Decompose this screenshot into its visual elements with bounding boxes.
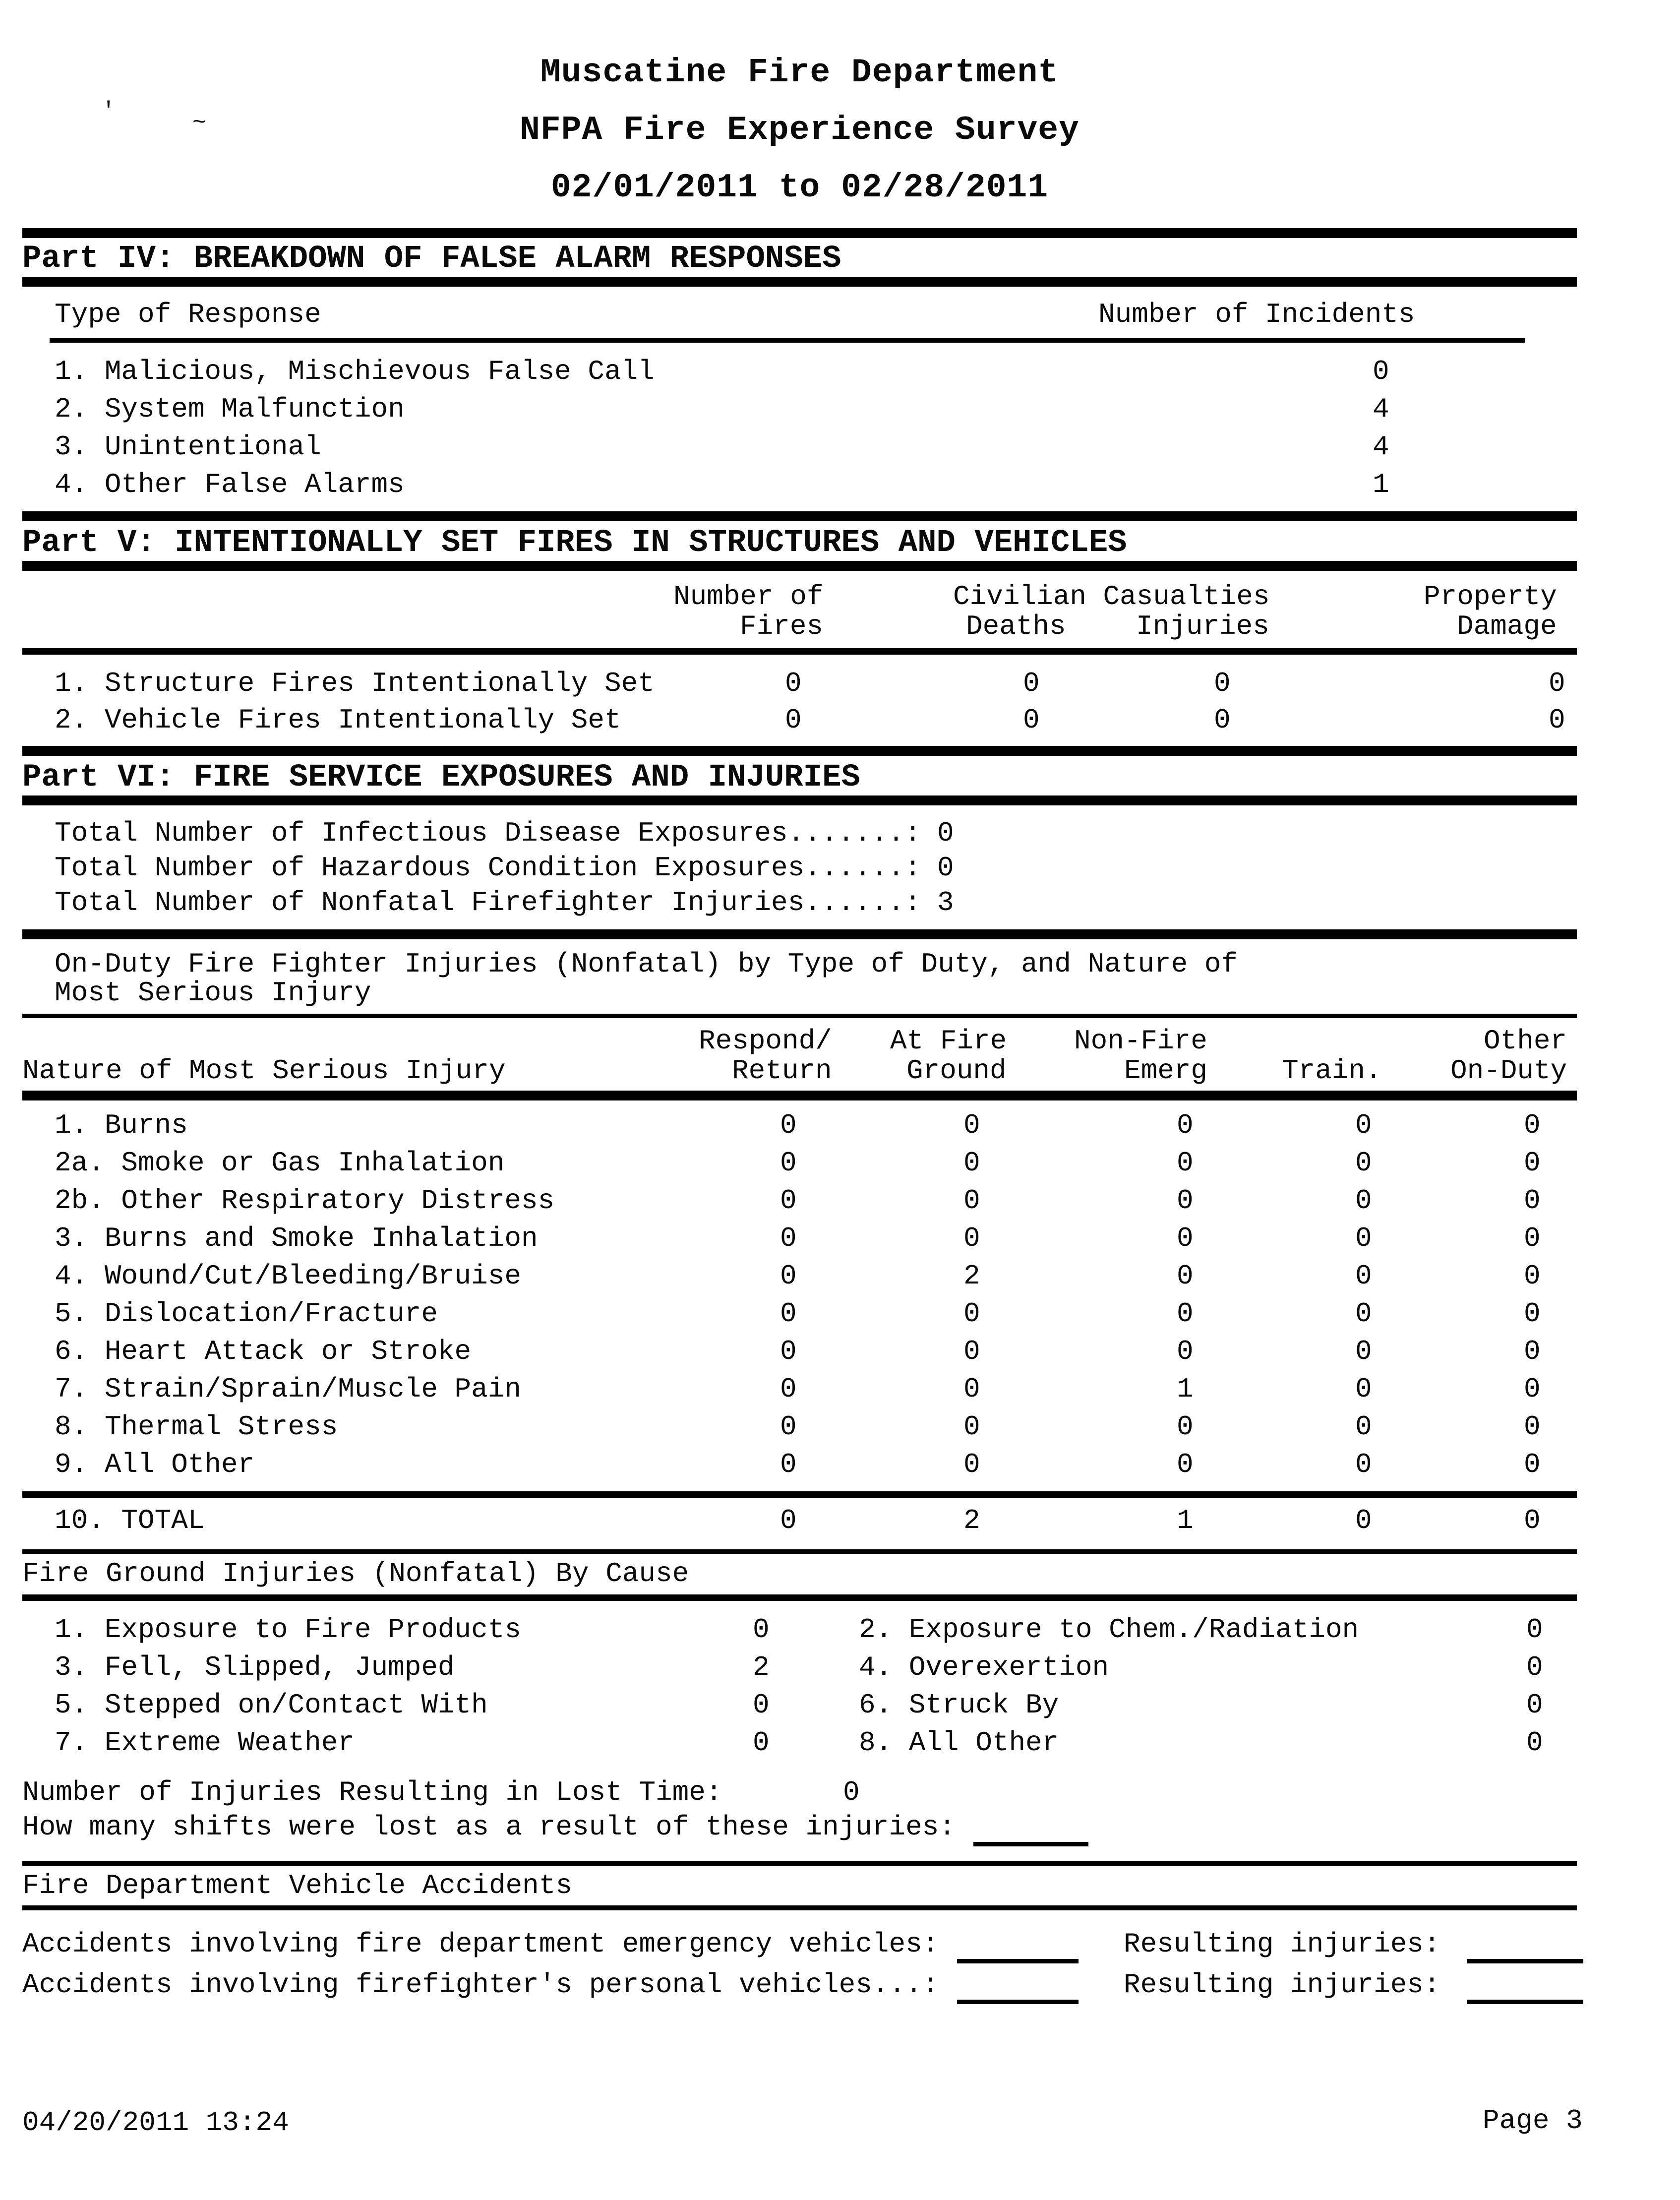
non-fire-emerg-value: 0 [1177,1147,1194,1179]
cause-count-value: 0 [753,1727,770,1759]
cause-label: 7. Extreme Weather [55,1727,355,1759]
injury-table-row [22,1224,1577,1252]
part6-title: Part VI: FIRE SERVICE EXPOSURES AND INJURIES [22,760,860,795]
part4-row [22,395,1577,423]
cause-label: 8. All Other [859,1727,1059,1759]
fires-count-value: 0 [785,704,802,736]
part5-col-number-of: Number of [673,581,824,612]
exposure-total-label: Total Number of Infectious Disease Exposures.......: [55,817,921,849]
col-respond: Respond/ [699,1025,832,1057]
footer-timestamp: 04/20/2011 13:24 [22,2107,289,2139]
injury-table-row [22,1413,1577,1441]
other-on-duty-value: 0 [1524,1109,1541,1141]
fire-ground-value: 0 [963,1411,980,1443]
injury-table-caption-line1: On-Duty Fire Fighter Injuries (Nonfatal) by Type of Duty, and Nature of [55,948,1238,980]
other-on-duty-value: 0 [1524,1411,1541,1443]
cause-count-value: 2 [753,1651,770,1683]
training-value: 0 [1355,1298,1372,1330]
injury-nature-label: 2a. Smoke or Gas Inhalation [55,1147,505,1179]
non-fire-emerg-value: 0 [1177,1449,1194,1480]
injury-table-row [22,1451,1577,1478]
other-on-duty-value: 0 [1524,1147,1541,1179]
col-return: Return [732,1055,832,1087]
fire-ground-value: 0 [963,1373,980,1405]
deaths-count-value: 0 [1023,704,1040,736]
injury-table-row [22,1338,1577,1365]
fire-ground-value: 0 [963,1147,980,1179]
cause-label: 3. Fell, Slipped, Jumped [55,1651,455,1683]
cause-count-value: 0 [1526,1614,1543,1646]
divider-rule [22,1491,1577,1498]
fires-count-value: 0 [785,668,802,699]
col-nature-of-injury: Nature of Most Serious Injury [22,1055,506,1087]
fire-ground-value: 0 [963,1222,980,1254]
injury-nature-label: 3. Burns and Smoke Inhalation [55,1222,538,1254]
divider-rule [22,648,1577,655]
part5-header-line1 [22,583,1577,611]
divider-rule [22,1905,1577,1910]
respond-return-value: 0 [780,1222,797,1254]
injury-nature-label: 7. Strain/Sprain/Muscle Pain [55,1373,521,1405]
divider-rule [22,1861,1577,1866]
part4-col-type-of-response: Type of Response [55,299,321,330]
divider-rule [22,1014,1577,1018]
non-fire-emerg-value: 0 [1177,1336,1194,1367]
divider-rule [22,1594,1577,1601]
document-title-line1: Muscatine Fire Department [540,54,1059,92]
fire-ground-value: 0 [963,1449,980,1480]
training-value: 0 [1355,1449,1372,1480]
part4-row [22,433,1577,461]
cause-count-value: 0 [753,1614,770,1646]
injuries-count-value: 0 [1214,704,1231,736]
injury-table-caption-line2: Most Serious Injury [55,977,371,1009]
cause-row [22,1616,1577,1644]
training-value: 0 [1355,1222,1372,1254]
respond-return-value: 0 [780,1147,797,1179]
cause-label: 4. Overexertion [859,1651,1109,1683]
part5-col-deaths: Deaths [966,611,1066,642]
respond-return-value: 0 [780,1373,797,1405]
training-value: 0 [1355,1109,1372,1141]
accident-count-blank-field [957,1959,1079,1963]
document-title-line2: NFPA Fire Experience Survey [520,111,1080,149]
divider-rule [22,1091,1577,1100]
divider-rule [22,511,1577,521]
lost-time-value: 0 [843,1776,860,1808]
divider-rule [22,277,1577,287]
accident-label: Accidents involving fire department emergency vehicles: [22,1928,939,1960]
divider-rule [22,1549,1577,1554]
exposure-total-row [22,889,1577,917]
respond-return-value: 0 [780,1260,797,1292]
intentional-fire-type-label: 1. Structure Fires Intentionally Set [55,668,655,699]
incident-count-value: 1 [1373,469,1389,500]
part5-col-fires: Fires [740,611,824,642]
col-at-fire: At Fire [890,1025,1007,1057]
fire-ground-value: 0 [963,1298,980,1330]
scan-artifact: ' [102,98,116,124]
part4-row [22,471,1577,498]
injury-table-row [22,1111,1577,1139]
fire-ground-value: 0 [963,1336,980,1367]
part5-col-damage: Damage [1457,611,1557,642]
other-on-duty-value: 0 [1524,1373,1541,1405]
vehicle-accident-row [22,1930,1577,1958]
non-fire-emerg-value: 0 [1177,1109,1194,1141]
divider-rule [50,338,1525,343]
injury-nature-label: 1. Burns [55,1109,188,1141]
part4-header-row [22,301,1577,328]
training-value: 0 [1355,1147,1372,1179]
incident-count-value: 4 [1373,431,1389,463]
part4-row [22,358,1577,385]
accident-label: Accidents involving firefighter's personal vehicles...: [22,1969,939,2001]
part5-row [22,706,1577,734]
incident-count-value: 4 [1373,393,1389,425]
false-alarm-type-label: 3. Unintentional [55,431,321,463]
other-on-duty-value: 0 [1524,1185,1541,1217]
scan-artifact: ~ [192,110,206,136]
false-alarm-type-label: 4. Other False Alarms [55,469,405,500]
part5-title: Part V: INTENTIONALLY SET FIRES IN STRUCTURES AND VEHICLES [22,525,1127,561]
exposure-total-value: 0 [937,817,954,849]
non-fire-emerg-value: 0 [1177,1411,1194,1443]
cause-count-value: 0 [1526,1651,1543,1683]
part5-row [22,670,1577,697]
exposure-total-row [22,819,1577,847]
respond-return-value: 0 [780,1449,797,1480]
accident-count-blank-field [957,2000,1079,2004]
other-on-duty-total: 0 [1524,1505,1541,1536]
part5-col-injuries: Injuries [1136,611,1269,642]
training-value: 0 [1355,1260,1372,1292]
training-value: 0 [1355,1411,1372,1443]
non-fire-emerg-value: 0 [1177,1260,1194,1292]
divider-rule [22,561,1577,571]
injuries-count-value: 0 [1214,668,1231,699]
injury-table-row [22,1375,1577,1403]
injury-table-row [22,1300,1577,1328]
injury-table-row [22,1149,1577,1177]
col-emerg: Emerg [1124,1055,1208,1087]
injury-table-header-line1 [22,1027,1577,1055]
part5-col-civilian-casualties: Civilian Casualties [953,581,1270,612]
divider-rule [22,929,1577,939]
part5-col-property: Property [1424,581,1557,612]
cause-label: 5. Stepped on/Contact With [55,1689,488,1721]
col-non-fire: Non-Fire [1074,1025,1207,1057]
fire-ground-value: 0 [963,1185,980,1217]
divider-rule [22,746,1577,756]
col-on-duty: On-Duty [1450,1055,1567,1087]
cause-label: 2. Exposure to Chem./Radiation [859,1614,1359,1646]
other-on-duty-value: 0 [1524,1260,1541,1292]
cause-label: 6. Struck By [859,1689,1059,1721]
injury-nature-label: 5. Dislocation/Fracture [55,1298,438,1330]
property-damage-value: 0 [1549,668,1565,699]
fire-ground-total: 2 [963,1505,980,1536]
injury-table-total-row [22,1507,1577,1534]
fire-ground-value: 2 [963,1260,980,1292]
col-other: Other [1484,1025,1567,1057]
vehicle-accident-row [22,1971,1577,1999]
resulting-injuries-blank-field [1467,1959,1583,1963]
cause-count-value: 0 [1526,1727,1543,1759]
respond-return-total: 0 [780,1505,797,1536]
training-value: 0 [1355,1336,1372,1367]
non-fire-emerg-value: 0 [1177,1298,1194,1330]
resulting-injuries-label: Resulting injuries: [1124,1969,1440,2001]
exposure-total-value: 0 [937,852,954,884]
incident-count-value: 0 [1373,356,1389,387]
training-total: 0 [1355,1505,1372,1536]
injury-nature-label: 8. Thermal Stress [55,1411,338,1443]
cause-row [22,1691,1577,1719]
col-train: Train. [1282,1055,1382,1087]
injury-nature-label: 4. Wound/Cut/Bleeding/Bruise [55,1260,521,1292]
respond-return-value: 0 [780,1185,797,1217]
injury-table-header-line2 [22,1057,1577,1085]
injury-table-row [22,1187,1577,1215]
shifts-lost-label: How many shifts were lost as a result of these injuries: [22,1811,956,1843]
property-damage-value: 0 [1549,704,1565,736]
cause-count-value: 0 [753,1689,770,1721]
false-alarm-type-label: 1. Malicious, Mischievous False Call [55,356,655,387]
cause-section-title: Fire Ground Injuries (Nonfatal) By Cause [22,1558,689,1589]
col-ground: Ground [906,1055,1007,1087]
other-on-duty-value: 0 [1524,1222,1541,1254]
exposure-total-value: 3 [937,887,954,918]
non-fire-emerg-total: 1 [1177,1505,1194,1536]
exposure-total-row [22,854,1577,882]
cause-row [22,1653,1577,1681]
vehicle-accidents-title: Fire Department Vehicle Accidents [22,1870,572,1901]
respond-return-value: 0 [780,1109,797,1141]
part5-header-line2 [22,612,1577,640]
document-date-range: 02/01/2011 to 02/28/2011 [550,169,1049,207]
deaths-count-value: 0 [1023,668,1040,699]
respond-return-value: 0 [780,1298,797,1330]
other-on-duty-value: 0 [1524,1336,1541,1367]
lost-time-label: Number of Injuries Resulting in Lost Time: [22,1776,722,1808]
other-on-duty-value: 0 [1524,1449,1541,1480]
training-value: 0 [1355,1185,1372,1217]
cause-label: 1. Exposure to Fire Products [55,1614,521,1646]
cause-row [22,1729,1577,1757]
respond-return-value: 0 [780,1411,797,1443]
resulting-injuries-label: Resulting injuries: [1124,1928,1440,1960]
injury-table-row [22,1262,1577,1290]
non-fire-emerg-value: 1 [1177,1373,1194,1405]
shifts-lost-row [22,1813,1577,1841]
part4-title: Part IV: BREAKDOWN OF FALSE ALARM RESPONSES [22,241,841,277]
resulting-injuries-blank-field [1467,2000,1583,2004]
lost-time-row [22,1778,1577,1806]
divider-rule [22,795,1577,805]
fire-ground-value: 0 [963,1109,980,1141]
other-on-duty-value: 0 [1524,1298,1541,1330]
false-alarm-type-label: 2. System Malfunction [55,393,405,425]
cause-count-value: 0 [1526,1689,1543,1721]
total-label: 10. TOTAL [55,1505,205,1536]
exposure-total-label: Total Number of Hazardous Condition Exposures......: [55,852,921,884]
footer-page-number: Page 3 [1483,2105,1583,2137]
injury-nature-label: 2b. Other Respiratory Distress [55,1185,555,1217]
non-fire-emerg-value: 0 [1177,1222,1194,1254]
part4-col-number-of-incidents: Number of Incidents [1098,299,1415,330]
respond-return-value: 0 [780,1336,797,1367]
intentional-fire-type-label: 2. Vehicle Fires Intentionally Set [55,704,621,736]
injury-nature-label: 6. Heart Attack or Stroke [55,1336,472,1367]
training-value: 0 [1355,1373,1372,1405]
injury-nature-label: 9. All Other [55,1449,255,1480]
exposure-total-label: Total Number of Nonfatal Firefighter Injuries......: [55,887,921,918]
shifts-lost-blank-field [973,1842,1088,1846]
divider-rule [22,228,1577,238]
non-fire-emerg-value: 0 [1177,1185,1194,1217]
